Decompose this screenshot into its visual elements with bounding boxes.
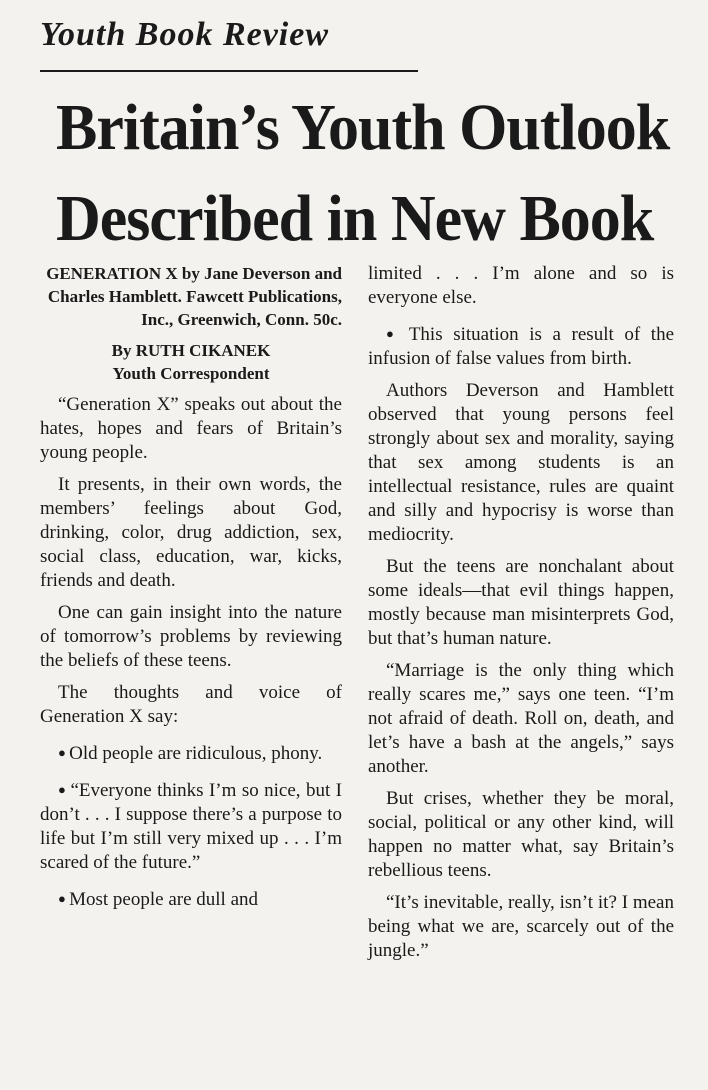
byline-author: By RUTH CIKANEK [111,341,271,360]
right-column [368,262,674,971]
paragraph: “Generation X” speaks out about the hates, hopes and fears of Britain’s young people. [40,394,342,463]
byline [40,339,342,385]
paragraph: “It’s inevitable, really, isn’t it? I mean being what we are, scarcely out of the jungle.” [368,892,674,961]
paragraph: Authors Deverson and Hamblett observed that young persons feel strongly about sex and morality, saying that sex among students is an intellectual resistance, rules are quaint and silly and hypocrisy is worse than mediocrity. [368,380,674,545]
bullet-paragraph: ● “Everyone thinks I’m so nice, but I don’t . . . I suppose there’s a purpose to life but I’m still very mixed up . . . I’m scared of the future.” [40,778,342,875]
bullet-paragraph: ● Old people are ridiculous, phony. [40,741,342,766]
paragraph: But the teens are nonchalant about some ideals—that evil things happen, mostly because man misinterprets God, but that’s human nature. [368,556,674,649]
section-kicker: Youth Book Review [40,16,330,53]
left-column [40,262,342,920]
paragraph: The thoughts and voice of Generation X say: [40,682,342,727]
bullet-paragraph: ● This situation is a result of the infusion of false values from birth. [368,322,674,371]
paragraph: One can gain insight into the nature of tomorrow’s problems by reviewing the beliefs of these teens. [40,602,342,671]
byline-role: Youth Correspondent [112,364,270,383]
book-credit: GENERATION X by Jane Deverson and Charles Hamblett. Fawcett Publications, Inc., Greenwich, Conn. 50c. [46,264,342,329]
paragraph: limited . . . I’m alone and so is everyone else. [368,263,674,308]
bullet-paragraph: ● Most people are dull and [40,887,342,912]
headline: Britain’s Youth Outlook Described in New Book [56,91,670,255]
kicker-rule [40,70,418,72]
paragraph: It presents, in their own words, the members’ feelings about God, drinking, color, drug addiction, sex, social class, education, war, kicks, friends and death. [40,474,342,591]
paragraph: “Marriage is the only thing which really scares me,” says one teen. “I’m not afraid of death. Roll on, death, and let’s have a bash at the angels,” says another. [368,660,674,777]
paragraph: But crises, whether they be moral, social, political or any other kind, will happen no matter what, say Britain’s rebellious teens. [368,788,674,881]
